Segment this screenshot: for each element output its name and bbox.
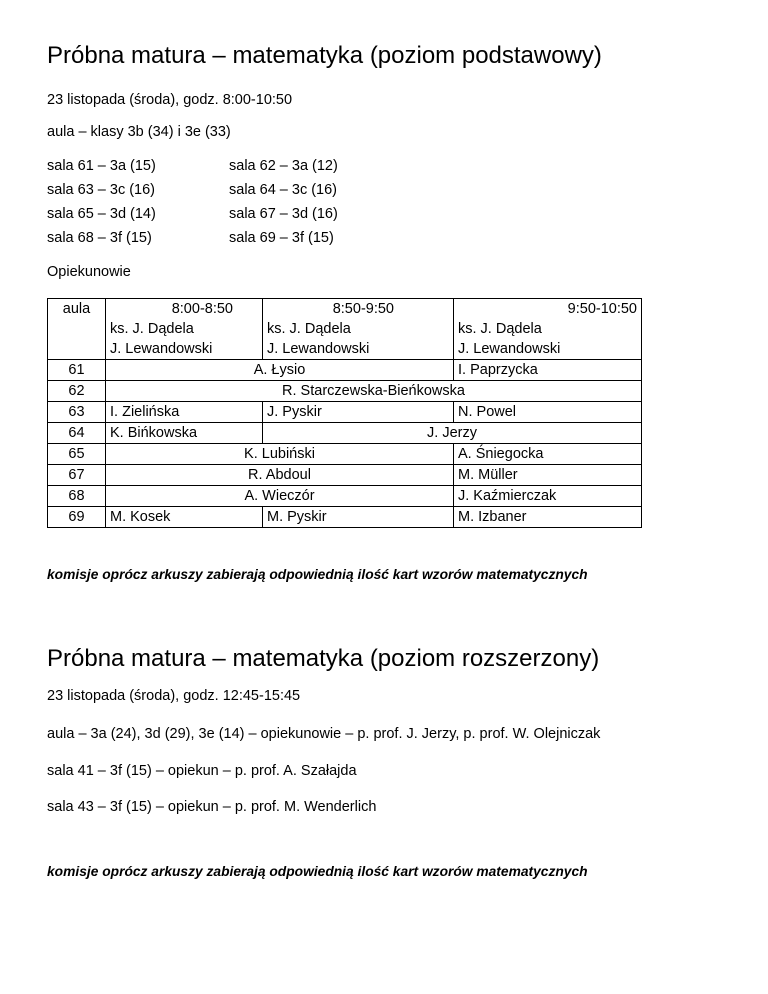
supervisor-cell: I. Paprzycka: [454, 360, 642, 381]
supervisor-cell: A. Łysio: [106, 360, 454, 381]
supervisor-cell: M. Pyskir: [263, 507, 454, 528]
table-header-row: [48, 299, 642, 360]
supervisor-cell: M. Kosek: [106, 507, 263, 528]
supervisor-cell: J. Jerzy: [263, 423, 642, 444]
supervisor-cell: K. Lubiński: [106, 444, 454, 465]
slot-time: 8:00-8:50: [171, 301, 233, 317]
room-62: sala 62 – 3a (12): [229, 158, 338, 174]
supervisor-cell: R. Starczewska-Bieńkowska: [106, 381, 642, 402]
room-cell: 65: [48, 444, 106, 465]
section2-room-43: sala 43 – 3f (15) – opiekun – p. prof. M. Wenderlich: [47, 799, 377, 815]
slot-name: ks. J. Dądela: [110, 321, 194, 337]
table-row: [48, 423, 642, 444]
section2-room-41: sala 41 – 3f (15) – opiekun – p. prof. A. Szałajda: [47, 763, 357, 779]
table-row: [48, 381, 642, 402]
room-cell: 64: [48, 423, 106, 444]
table-row: [48, 507, 642, 528]
slot-name: ks. J. Dądela: [267, 321, 351, 337]
header-slot-1: [106, 299, 263, 360]
supervisor-cell: K. Bińkowska: [106, 423, 263, 444]
room-69: sala 69 – 3f (15): [229, 230, 334, 246]
supervisors-label: Opiekunowie: [47, 264, 131, 280]
supervisor-cell: A. Wieczór: [106, 486, 454, 507]
room-68: sala 68 – 3f (15): [47, 230, 152, 246]
slot-name: J. Lewandowski: [267, 341, 370, 357]
supervisor-cell: J. Pyskir: [263, 402, 454, 423]
slot-name: J. Lewandowski: [458, 341, 561, 357]
supervisor-cell: M. Müller: [454, 465, 642, 486]
header-aula: aula: [48, 299, 106, 360]
supervisor-cell: R. Abdoul: [106, 465, 454, 486]
section2-date: 23 listopada (środa), godz. 12:45-15:45: [47, 688, 301, 704]
table-row: [48, 465, 642, 486]
supervisor-cell: M. Izbaner: [454, 507, 642, 528]
section1-note: komisje oprócz arkuszy zabierają odpowiednią ilość kart wzorów matematycznych: [47, 567, 588, 582]
header-slot-2: [263, 299, 454, 360]
slot-name: ks. J. Dądela: [458, 321, 542, 337]
room-cell: 61: [48, 360, 106, 381]
section2-title: Próbna matura – matematyka (poziom rozszerzony): [47, 645, 600, 672]
slot-time: 9:50-10:50: [567, 301, 637, 317]
slot-time: 8:50-9:50: [332, 301, 394, 317]
table-row: [48, 360, 642, 381]
room-63: sala 63 – 3c (16): [47, 182, 156, 198]
table-row: [48, 444, 642, 465]
room-67: sala 67 – 3d (16): [229, 206, 338, 222]
supervisor-cell: I. Zielińska: [106, 402, 263, 423]
section1-date: 23 listopada (środa), godz. 8:00-10:50: [47, 92, 293, 108]
room-cell: 69: [48, 507, 106, 528]
supervisor-cell: A. Śniegocka: [454, 444, 642, 465]
supervisor-cell: J. Kaźmierczak: [454, 486, 642, 507]
section1-aula: aula – klasy 3b (34) i 3e (33): [47, 124, 231, 140]
table-row: [48, 402, 642, 423]
section2-aula: aula – 3a (24), 3d (29), 3e (14) – opiekunowie – p. prof. J. Jerzy, p. prof. W. Olejniczak: [47, 726, 601, 742]
section1-title: Próbna matura – matematyka (poziom podstawowy): [47, 42, 602, 69]
room-cell: 62: [48, 381, 106, 402]
room-cell: 63: [48, 402, 106, 423]
room-65: sala 65 – 3d (14): [47, 206, 156, 222]
supervisor-cell: N. Powel: [454, 402, 642, 423]
table-row: [48, 486, 642, 507]
header-slot-3: [454, 299, 642, 360]
room-cell: 68: [48, 486, 106, 507]
room-cell: 67: [48, 465, 106, 486]
room-61: sala 61 – 3a (15): [47, 158, 156, 174]
room-64: sala 64 – 3c (16): [229, 182, 338, 198]
section2-note: komisje oprócz arkuszy zabierają odpowiednią ilość kart wzorów matematycznych: [47, 864, 588, 879]
supervisors-table: [47, 298, 642, 528]
slot-name: J. Lewandowski: [110, 341, 213, 357]
